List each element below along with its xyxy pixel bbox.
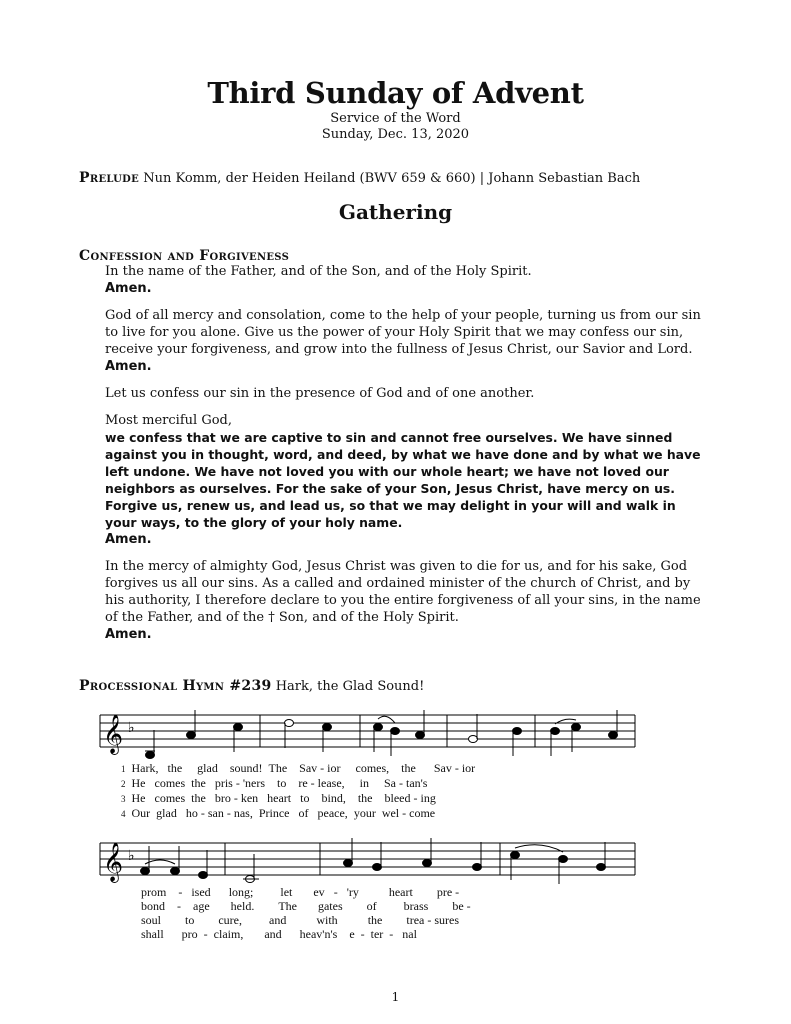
prayer-opening: Most merciful God,: [105, 413, 232, 428]
lyrics-system-1: [121, 761, 641, 821]
invocation-text: In the name of the Father, and of the Son, and of the Holy Spirit.: [105, 264, 532, 279]
amen-response: Amen.: [105, 627, 152, 642]
verse-line: 2 He comes the pris - 'ners to re - lease, in Sa - tan's: [121, 776, 428, 790]
confession-heading: Confession and Forgiveness: [79, 248, 290, 264]
hymn-title: Hark, the Glad Sound!: [275, 679, 425, 694]
verse-line: 3 He comes the bro - ken heart to bind, the bleed - ing: [121, 791, 436, 805]
verse-line: bond - age held. The gates of brass be -: [141, 899, 471, 913]
music-staff-system-2: [95, 823, 640, 893]
flat-sign-icon: ♭: [128, 720, 135, 736]
service-date: Sunday, Dec. 13, 2020: [321, 127, 470, 142]
prayer-text: God of all mercy and consolation, come to the help of your people, turning us from our sin to live for you alone. Give us the power of your Holy Spirit that we may confess our sin, receive your forgiveness, and grow into the fullness of Jesus Christ, our Savior and Lord.: [105, 308, 701, 357]
confession-prayer: we confess that we are captive to sin and cannot free ourselves. We have sinned against you in thought, word, and deed, by what we have done and by what we have left undone. We have not loved you with our whole heart; we have not loved our neighbors as ourselves. For the sake of your Son, Jesus Christ, have mercy on us. Forgive us, renew us, and lead us, so that we may delight in your will and walk in your ways, to the glory of your holy name.: [105, 430, 701, 530]
service-subtitle: Service of the Word: [330, 111, 461, 126]
hymn-label: Processional Hymn #239: [79, 678, 272, 694]
invitation-text: Let us confess our sin in the presence of God and of one another.: [105, 386, 535, 401]
prelude-text: Nun Komm, der Heiden Heiland (BWV 659 & 660) | Johann Sebastian Bach: [143, 171, 641, 186]
verse-line: shall pro - claim, and heav'n's e - ter - nal: [141, 927, 417, 941]
page-title: Third Sunday of Advent: [207, 76, 584, 110]
treble-clef-icon: 𝄞: [103, 842, 124, 882]
amen-response: Amen.: [105, 281, 152, 296]
verse-line: 4 Our glad ho - san - nas, Prince of peace, your wel - come: [121, 806, 436, 820]
absolution-text: In the mercy of almighty God, Jesus Christ was given to die for us, and for his sake, God forgives us all our sins. As a called and ordained minister of the church of Christ, and by his authority, I therefore declare to you the entire forgiveness of all your sins, in the name of the Father, and of the † Son, and of the Holy Spirit.: [105, 559, 701, 625]
page-number: 1: [391, 990, 400, 1004]
verse-line: soul to cure, and with the trea - sures: [141, 913, 460, 927]
music-staff-system-1: [95, 695, 640, 765]
hymn-heading: [79, 678, 424, 694]
verse-line: 1 Hark, the glad sound! The Sav - ior comes, the Sav - ior: [121, 761, 476, 775]
verse-line: prom - ised long; let ev - 'ry heart pre -: [141, 885, 460, 899]
prelude-label: Prelude: [79, 170, 140, 186]
prelude-line: [79, 170, 640, 186]
amen-response: Amen.: [105, 359, 152, 374]
flat-sign-icon: ♭: [128, 848, 135, 864]
lyrics-system-2: [141, 885, 641, 941]
gathering-heading: Gathering: [338, 200, 453, 224]
amen-response: Amen.: [105, 532, 152, 547]
treble-clef-icon: 𝄞: [103, 714, 124, 754]
confession-block: [105, 263, 705, 643]
